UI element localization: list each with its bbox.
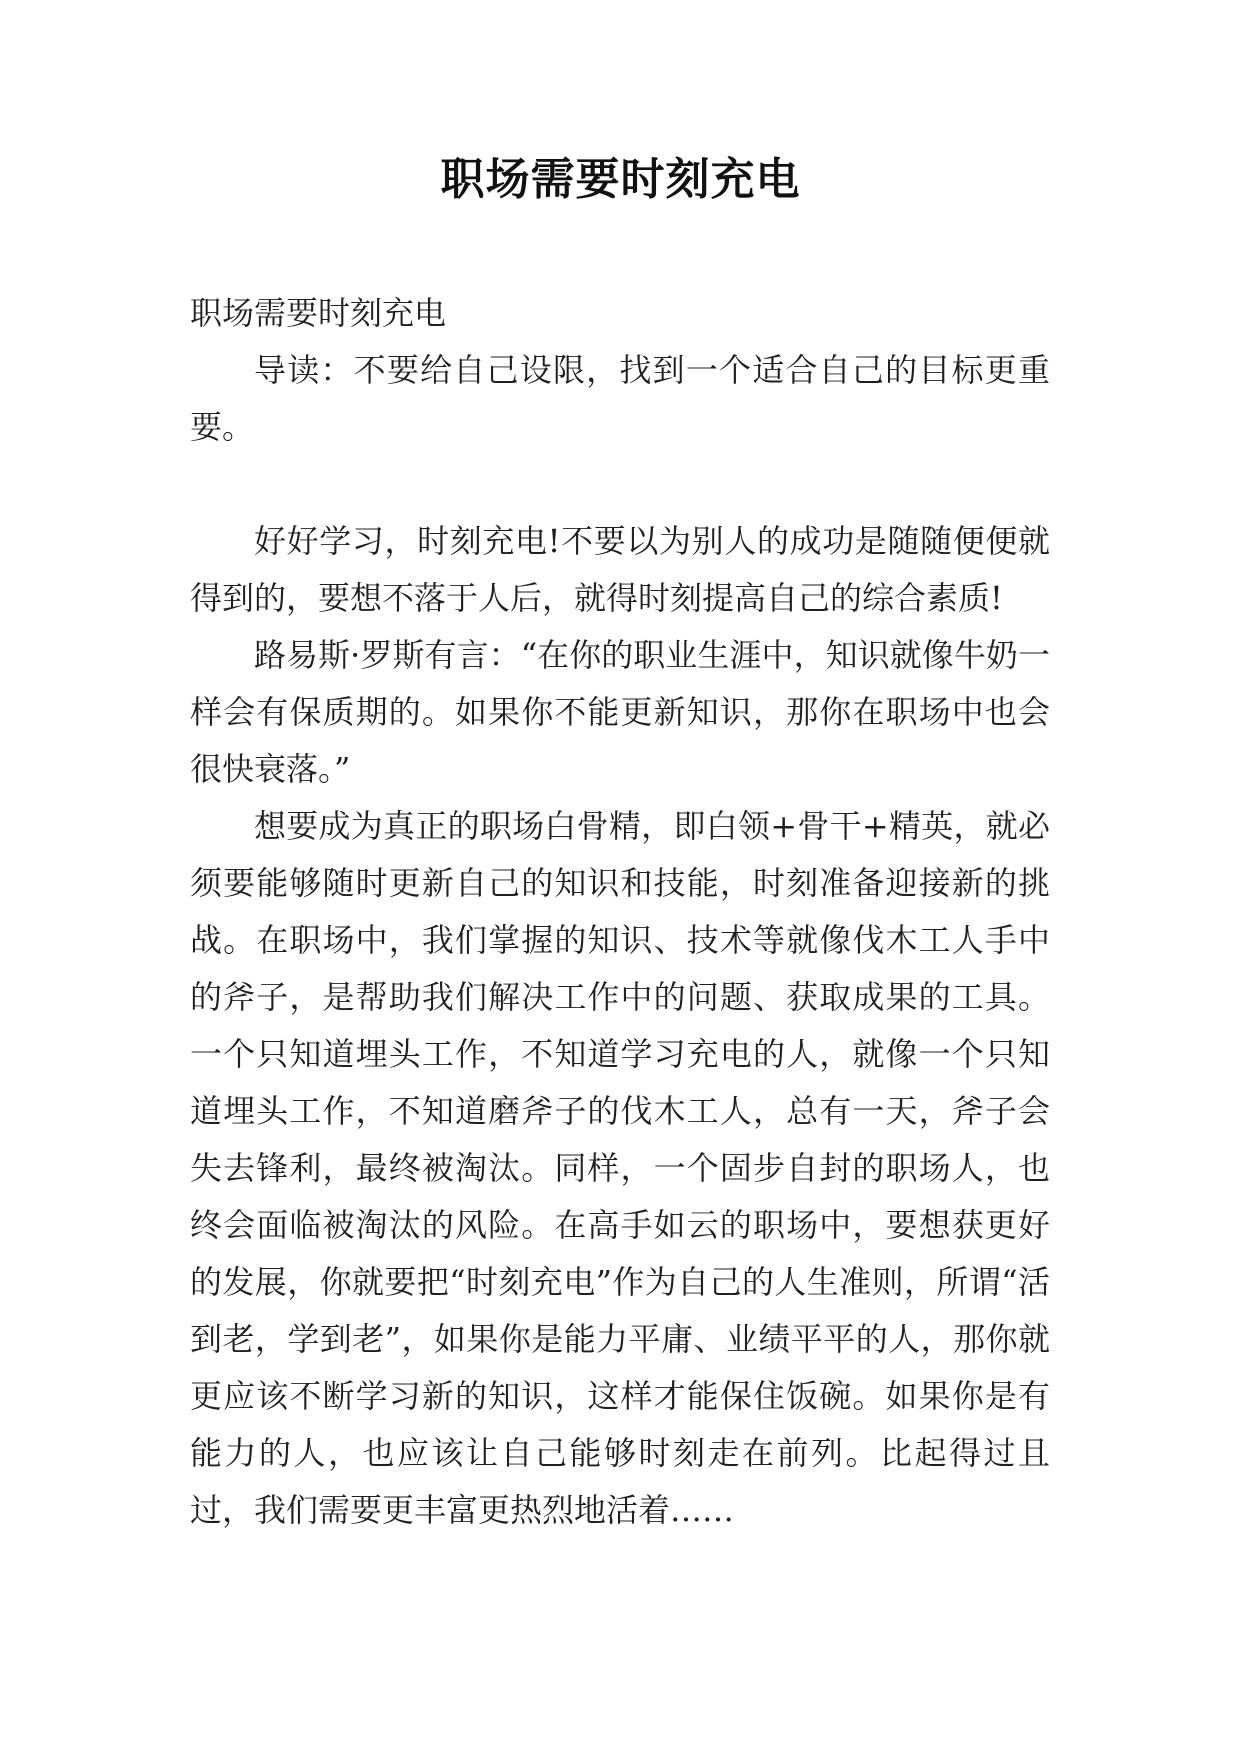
body-paragraph-3: 想要成为真正的职场白骨精，即白领+骨干+精英，就必须要能够随时更新自己的知识和技能，时刻准备迎接新的挑战。在职场中，我们掌握的知识、技术等就像伐木工人手中的斧子，是帮助我们解决工作中的问题、获取成果的工具。一个只知道埋头工作，不知道学习充电的人，就像一个只知道埋头工作，不知道磨斧子的伐木工人，总有一天，斧子会失去锋利，最终被淘汰。同样，一个固步自封的职场人，也终会面临被淘汰的风险。在高手如云的职场中，要想获更好的发展，你就要把“时刻充电”作为自己的人生准则，所谓“活到老，学到老”，如果你是能力平庸、业绩平平的人，那你就更应该不断学习新的知识，这样才能保住饭碗。如果你是有能力的人，也应该让自己能够时刻走在前列。比起得过且过，我们需要更丰富更热烈地活着…… — [190, 807, 1050, 1529]
subtitle-line: 职场需要时刻充电 — [190, 294, 447, 332]
lead-paragraph: 导读：不要给自己设限，找到一个适合自己的目标更重要。 — [190, 351, 1050, 446]
page-title: 职场需要时刻充电 — [440, 154, 801, 205]
document-body — [190, 285, 1050, 1539]
paragraph-spacer — [190, 456, 1050, 513]
body-paragraph-1: 好好学习，时刻充电!不要以为别人的成功是随随便便就得到的，要想不落于人后，就得时刻提高自己的综合素质! — [190, 522, 1050, 617]
body-paragraph-2: 路易斯·罗斯有言：“在你的职业生涯中，知识就像牛奶一样会有保质期的。如果你不能更新知识，那你在职场中也会很快衰落。” — [190, 636, 1050, 788]
